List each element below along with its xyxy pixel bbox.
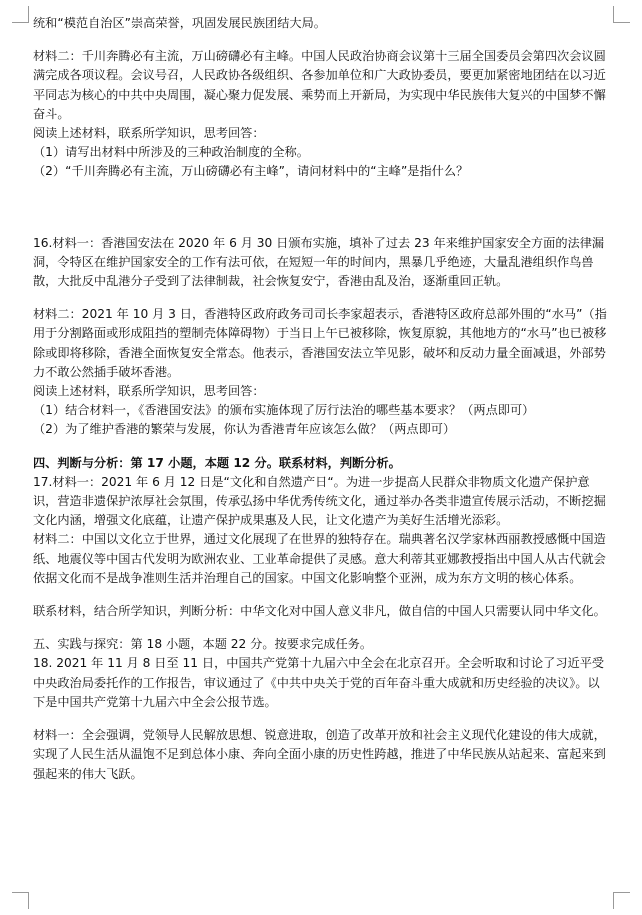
crop-mark-bottom-left [12, 892, 29, 909]
q15-sub-1: （1）请写出材料中所涉及的三种政治制度的全称。 [33, 145, 309, 160]
q16-sub-2: （2）为了维护香港的繁荣与发展，你认为香港青年应该怎么做？（两点即可） [33, 422, 456, 437]
section-4-heading: 四、判断与分析：第 17 小题，本题 12 分。联系材料，判断分析。 [33, 455, 401, 470]
q16-sub-1: （1）结合材料一，《香港国安法》的颁布实施体现了厉行法治的哪些基本要求？（两点即可） [33, 403, 535, 418]
q18-material-1: 材料一：全会强调，党领导人民解放思想、锐意进取，创造了改革开放和社会主义现代化建设的伟大成就，实现了人民生活从温饱不足到总体小康、奔向全面小康的历史性跨越，推进了中华民族从站起来、富起来到强起来的伟大飞跃。 [33, 728, 606, 781]
q17-material-2: 材料二：中国以文化立于世界，通过文化展现了在世界的独特存在。瑞典著名汉学家林西丽教授感慨中国造纸、地震仪等中国古代发明为欧洲农业、工业革命提供了灵感。意大利蒂其亚娜教授指出中国人从古代就会依据文化而不是战争准则生活并治理自己的国家。中国文化影响整个亚洲，成为东方文明的核心体系。 [33, 532, 606, 585]
q16-instruction: 阅读上述材料，联系所学知识，思考回答： [33, 384, 265, 399]
q18-intro: 18. 2021 年 11 月 8 日至 11 日，中国共产党第十九届六中全会在北京召开。全会听取和讨论了习近平受中央政治局委托作的工作报告，审议通过了《中共中央关于党的百年奋斗重大成就和历史经验的决议》。以下是中国共产党第十九届六中全会公报节选。 [33, 656, 605, 709]
q15-material-2: 材料二：千川奔腾必有主流，万山磅礴必有主峰。中国人民政治协商会议第十三届全国委员会第四次会议圆满完成各项议程。会议号召，人民政协各级组织、各参加单位和广大政协委员，要更加紧密地团结在以习近平同志为核心的中共中央周围，凝心聚力促发展、乘势而上开新局，为实现中华民族伟大复兴的中国梦不懈奋斗。 [33, 49, 606, 121]
crop-mark-bottom-right [613, 892, 630, 909]
section-5-heading: 五、实践与探究：第 18 小题，本题 22 分。按要求完成任务。 [33, 637, 373, 652]
paragraph-continuation: 统和“模范自治区”崇高荣誉，巩固发展民族团结大局。 [33, 16, 326, 30]
q15-sub-2: （2）“千川奔腾必有主流，万山磅礴必有主峰”，请问材料中的“主峰”是指什么？ [33, 164, 469, 179]
document-body [33, 14, 611, 784]
q17-prompt: 联系材料，结合所学知识，判断分析：中华文化对中国人意义非凡，做自信的中国人只需要认同中华文化。 [33, 604, 606, 619]
q15-instruction: 阅读上述材料，联系所学知识，思考回答： [33, 126, 265, 141]
crop-mark-top-right [613, 6, 630, 23]
q16-material-1: 16.材料一：香港国安法在 2020 年 6 月 30 日颁布实施，填补了过去 23 年来维护国家安全方面的法律漏洞，令特区在维护国家安全的工作有法可依，在短短一年的时间内，黑暴几乎绝迹，大量乱港组织作鸟兽散，大批反中乱港分子受到了法律制裁，社会恢复安宁，香港由乱及治，逐渐重回正轨。 [33, 235, 605, 289]
q17-material-1: 17.材料一：2021 年 6 月 12 日是“文化和自然遗产日“。为进一步提高人民群众非物质文化遗产保护意识，营造非遗保护浓厚社会氛围，传承弘扬中华优秀传统文化，通过举办各类非遗宣传展示活动，不断挖掘文化内涵，增强文化底蕴，让遗产保护成果惠及人民，让文化遗产为美好生活增光添彩。 [33, 474, 606, 528]
q16-material-2: 材料二：2021 年 10 月 3 日，香港特区政府政务司司长李家超表示，香港特区政府总部外围的“水马”（指用于分割路面或形成阻挡的塑制壳体障碍物）于当日上午已被移除，恢复原貌，其他地方的“水马”也已被移除或即将移除，香港全面恢复安全常态。他表示，香港国安法立竿见影，破坏和反动力量全面减退，外部势力不敢公然插手破坏香港。 [33, 307, 607, 379]
crop-mark-top-left [12, 6, 29, 23]
